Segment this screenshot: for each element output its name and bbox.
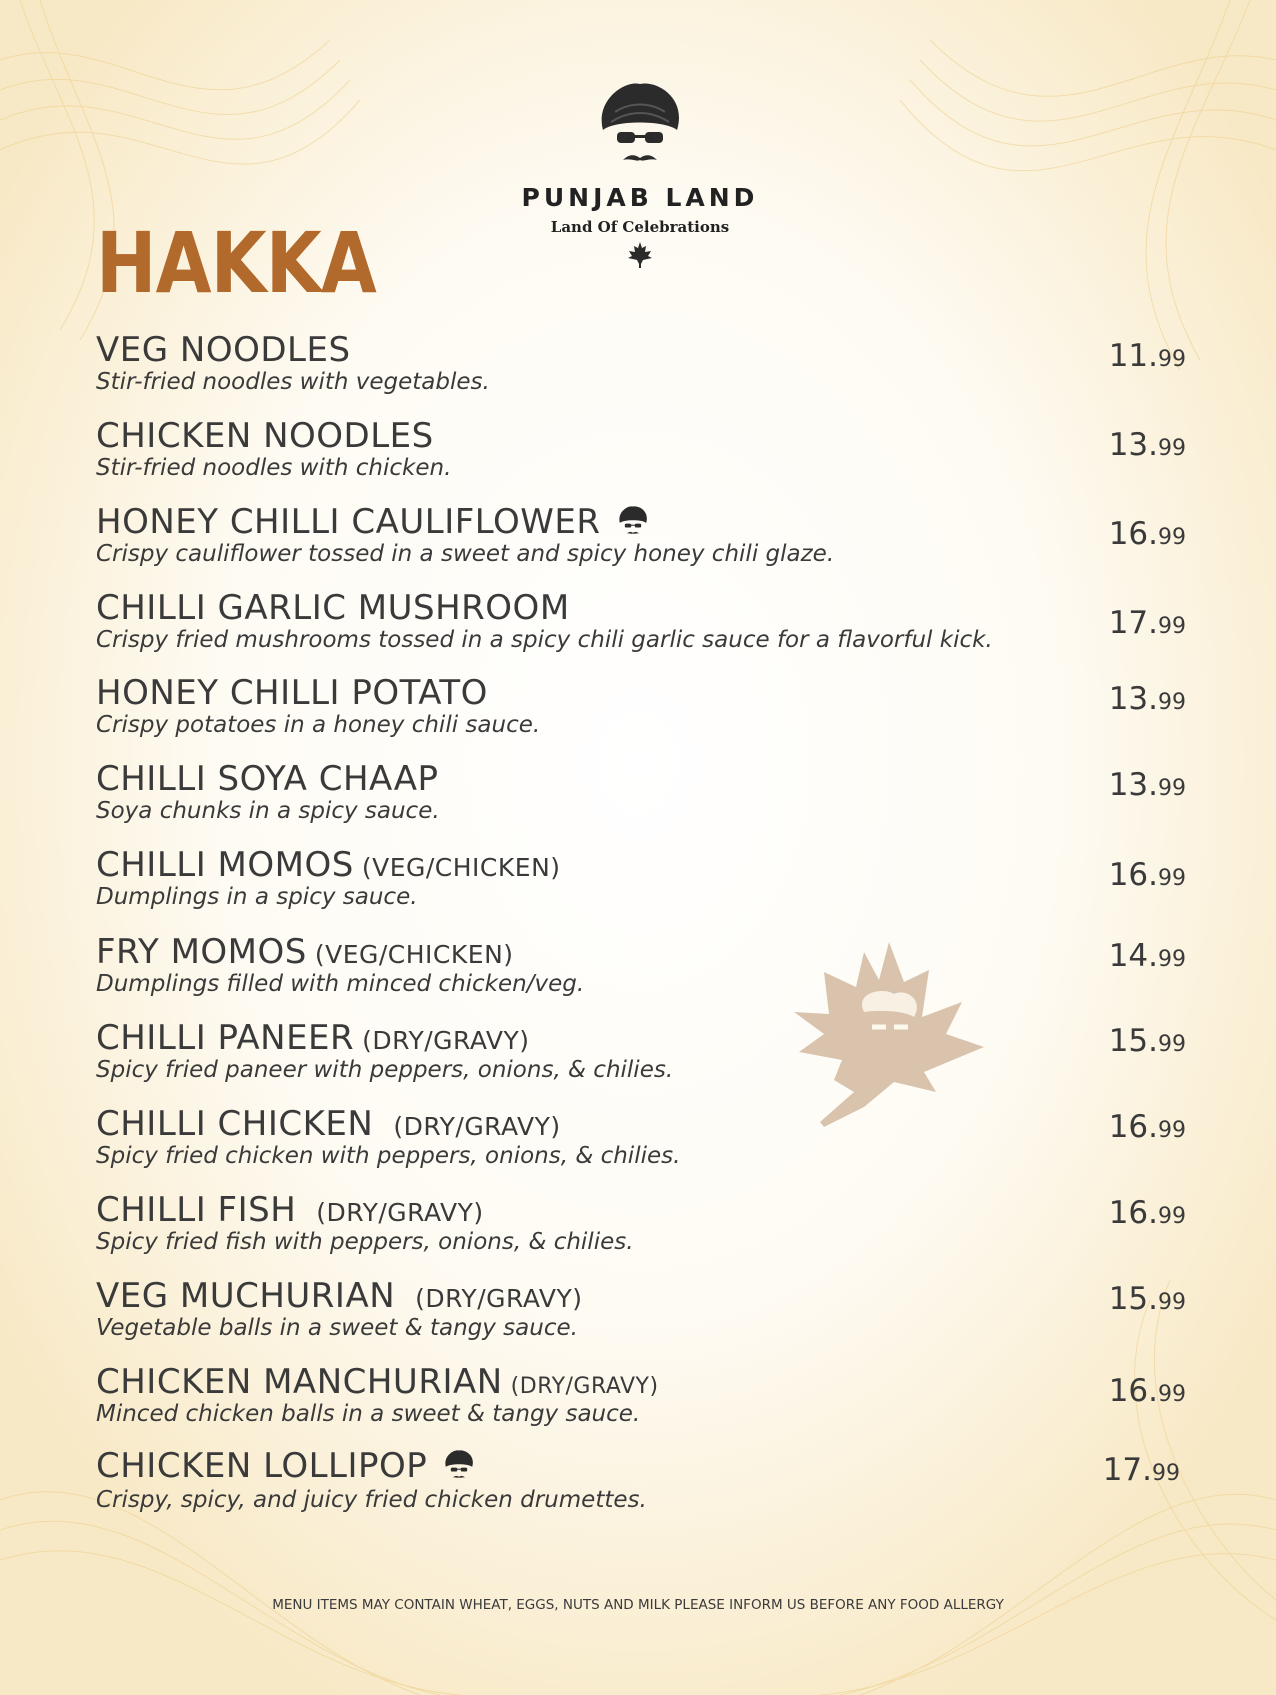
- item-title: CHILLI PANEER: [96, 1018, 355, 1058]
- maple-leaf-watermark-icon: [794, 942, 984, 1127]
- item-price: [1109, 681, 1186, 717]
- menu-item: [96, 673, 1186, 753]
- item-option: (DRY/GRAVY): [415, 1284, 583, 1313]
- item-title: CHILLI FISH: [96, 1190, 297, 1230]
- price-cents: 99: [1158, 347, 1186, 372]
- price-dollars: 15.: [1108, 1023, 1158, 1059]
- price-dollars: 16.: [1108, 1373, 1158, 1409]
- item-description: Crispy potatoes in a honey chili sauce.: [96, 712, 541, 738]
- item-option: (DRY/GRAVY): [316, 1198, 484, 1227]
- item-name: [96, 1018, 530, 1061]
- item-name: [96, 759, 439, 799]
- price-dollars: 17.: [1102, 1452, 1152, 1488]
- price-cents: 99: [1158, 1290, 1186, 1315]
- item-option: (DRY/GRAVY): [393, 1112, 561, 1141]
- price-dollars: 13.: [1108, 427, 1158, 463]
- price-dollars: 16.: [1108, 857, 1158, 893]
- menu-item: [96, 1018, 1186, 1098]
- turban-mascot-icon: [595, 80, 685, 175]
- item-description: Dumplings in a spicy sauce.: [96, 884, 418, 910]
- item-price: [1109, 427, 1186, 463]
- menu-item: [96, 1446, 1186, 1526]
- item-price: [1109, 1195, 1186, 1231]
- item-description: Stir-fried noodles with vegetables.: [96, 369, 490, 395]
- menu-item: [96, 588, 1186, 668]
- item-title: CHILLI GARLIC MUSHROOM: [96, 588, 570, 628]
- item-description: Spicy fried chicken with peppers, onions, & chilies.: [96, 1143, 681, 1169]
- item-title: CHICKEN MANCHURIAN: [96, 1362, 503, 1402]
- item-name: [96, 330, 351, 370]
- price-dollars: 13.: [1108, 681, 1158, 717]
- item-option: (DRY/GRAVY): [510, 1374, 659, 1399]
- item-name: [96, 1276, 583, 1319]
- item-description: Stir-fried noodles with chicken.: [96, 455, 452, 481]
- price-dollars: 16.: [1108, 1109, 1158, 1145]
- item-title: HONEY CHILLI POTATO: [96, 673, 488, 713]
- price-dollars: 16.: [1108, 1195, 1158, 1231]
- item-title: CHILLI MOMOS: [96, 845, 354, 885]
- menu-item: [96, 1104, 1186, 1184]
- item-option: (DRY/GRAVY): [362, 1026, 530, 1055]
- price-cents: 99: [1158, 525, 1186, 550]
- price-cents: 99: [1158, 947, 1186, 972]
- item-title: CHILLI CHICKEN: [96, 1104, 374, 1144]
- maple-leaf-icon: [628, 242, 652, 268]
- price-dollars: 11.: [1108, 338, 1158, 374]
- item-price: [1109, 338, 1186, 374]
- price-dollars: 13.: [1108, 767, 1158, 803]
- price-dollars: 16.: [1108, 516, 1158, 552]
- item-name: [96, 502, 649, 542]
- section-title: HAKKA: [96, 214, 376, 312]
- item-price: [1109, 1023, 1186, 1059]
- price-cents: 99: [1158, 1118, 1186, 1143]
- item-name: [96, 932, 514, 975]
- brand-name: PUNJAB LAND: [521, 183, 759, 212]
- price-dollars: 17.: [1108, 605, 1158, 641]
- price-cents: 99: [1158, 1204, 1186, 1229]
- menu-item: [96, 759, 1186, 839]
- item-price: [1109, 605, 1186, 641]
- item-price: [1109, 1373, 1186, 1409]
- price-cents: 99: [1152, 1461, 1180, 1486]
- menu-item: [96, 845, 1186, 925]
- item-description: Spicy fried fish with peppers, onions, & chilies.: [96, 1229, 634, 1255]
- item-title: HONEY CHILLI CAULIFLOWER: [96, 502, 601, 542]
- price-cents: 99: [1158, 690, 1186, 715]
- item-name: [96, 1190, 484, 1233]
- menu-item: [96, 1190, 1186, 1270]
- item-name: [96, 845, 561, 888]
- price-dollars: 14.: [1108, 938, 1158, 974]
- price-cents: 99: [1158, 1032, 1186, 1057]
- item-option: (VEG/CHICKEN): [314, 940, 514, 969]
- allergy-notice: MENU ITEMS MAY CONTAIN WHEAT, EGGS, NUTS AND MILK PLEASE INFORM US BEFORE ANY FOOD ALLERGY: [272, 1597, 1004, 1613]
- price-cents: 99: [1158, 866, 1186, 891]
- brand-tagline: Land Of Celebrations: [550, 218, 730, 236]
- item-price: [1109, 767, 1186, 803]
- item-description: Crispy, spicy, and juicy fried chicken drumettes.: [96, 1487, 647, 1513]
- menu-item: [96, 932, 1186, 1012]
- item-title: CHILLI SOYA CHAAP: [96, 759, 439, 799]
- item-name: [96, 1446, 475, 1486]
- item-name: [96, 588, 570, 628]
- item-title: VEG MUCHURIAN: [96, 1276, 396, 1316]
- item-price: [1103, 1452, 1180, 1488]
- item-name: [96, 416, 434, 456]
- menu-item: [96, 330, 1186, 410]
- price-cents: 99: [1158, 436, 1186, 461]
- item-description: Crispy cauliflower tossed in a sweet and spicy honey chili glaze.: [96, 541, 835, 567]
- item-price: [1109, 938, 1186, 974]
- item-description: Minced chicken balls in a sweet & tangy sauce.: [96, 1401, 641, 1427]
- item-description: Crispy fried mushrooms tossed in a spicy chili garlic sauce for a flavorful kick.: [96, 627, 993, 653]
- house-special-icon: [443, 1449, 475, 1483]
- item-option: (VEG/CHICKEN): [361, 853, 561, 882]
- item-title: CHICKEN NOODLES: [96, 416, 434, 456]
- item-price: [1109, 857, 1186, 893]
- item-title: FRY MOMOS: [96, 932, 307, 972]
- menu-item: [96, 1276, 1186, 1356]
- menu-item: [96, 1362, 1186, 1442]
- menu-item: [96, 502, 1186, 582]
- item-price: [1109, 1109, 1186, 1145]
- price-dollars: 15.: [1108, 1281, 1158, 1317]
- item-description: Dumplings filled with minced chicken/veg.: [96, 971, 585, 997]
- price-cents: 99: [1158, 1382, 1186, 1407]
- house-special-icon: [617, 505, 649, 539]
- menu-item: [96, 416, 1186, 496]
- price-cents: 99: [1158, 614, 1186, 639]
- item-description: Spicy fried paneer with peppers, onions, & chilies.: [96, 1057, 674, 1083]
- brand-logo: [520, 80, 760, 268]
- item-name: [96, 1104, 561, 1147]
- item-description: Soya chunks in a spicy sauce.: [96, 798, 440, 824]
- item-name: [96, 673, 488, 713]
- item-title: CHICKEN LOLLIPOP: [96, 1446, 428, 1486]
- item-title: VEG NOODLES: [96, 330, 351, 370]
- item-description: Vegetable balls in a sweet & tangy sauce.: [96, 1315, 578, 1341]
- item-price: [1109, 1281, 1186, 1317]
- item-price: [1109, 516, 1186, 552]
- price-cents: 99: [1158, 776, 1186, 801]
